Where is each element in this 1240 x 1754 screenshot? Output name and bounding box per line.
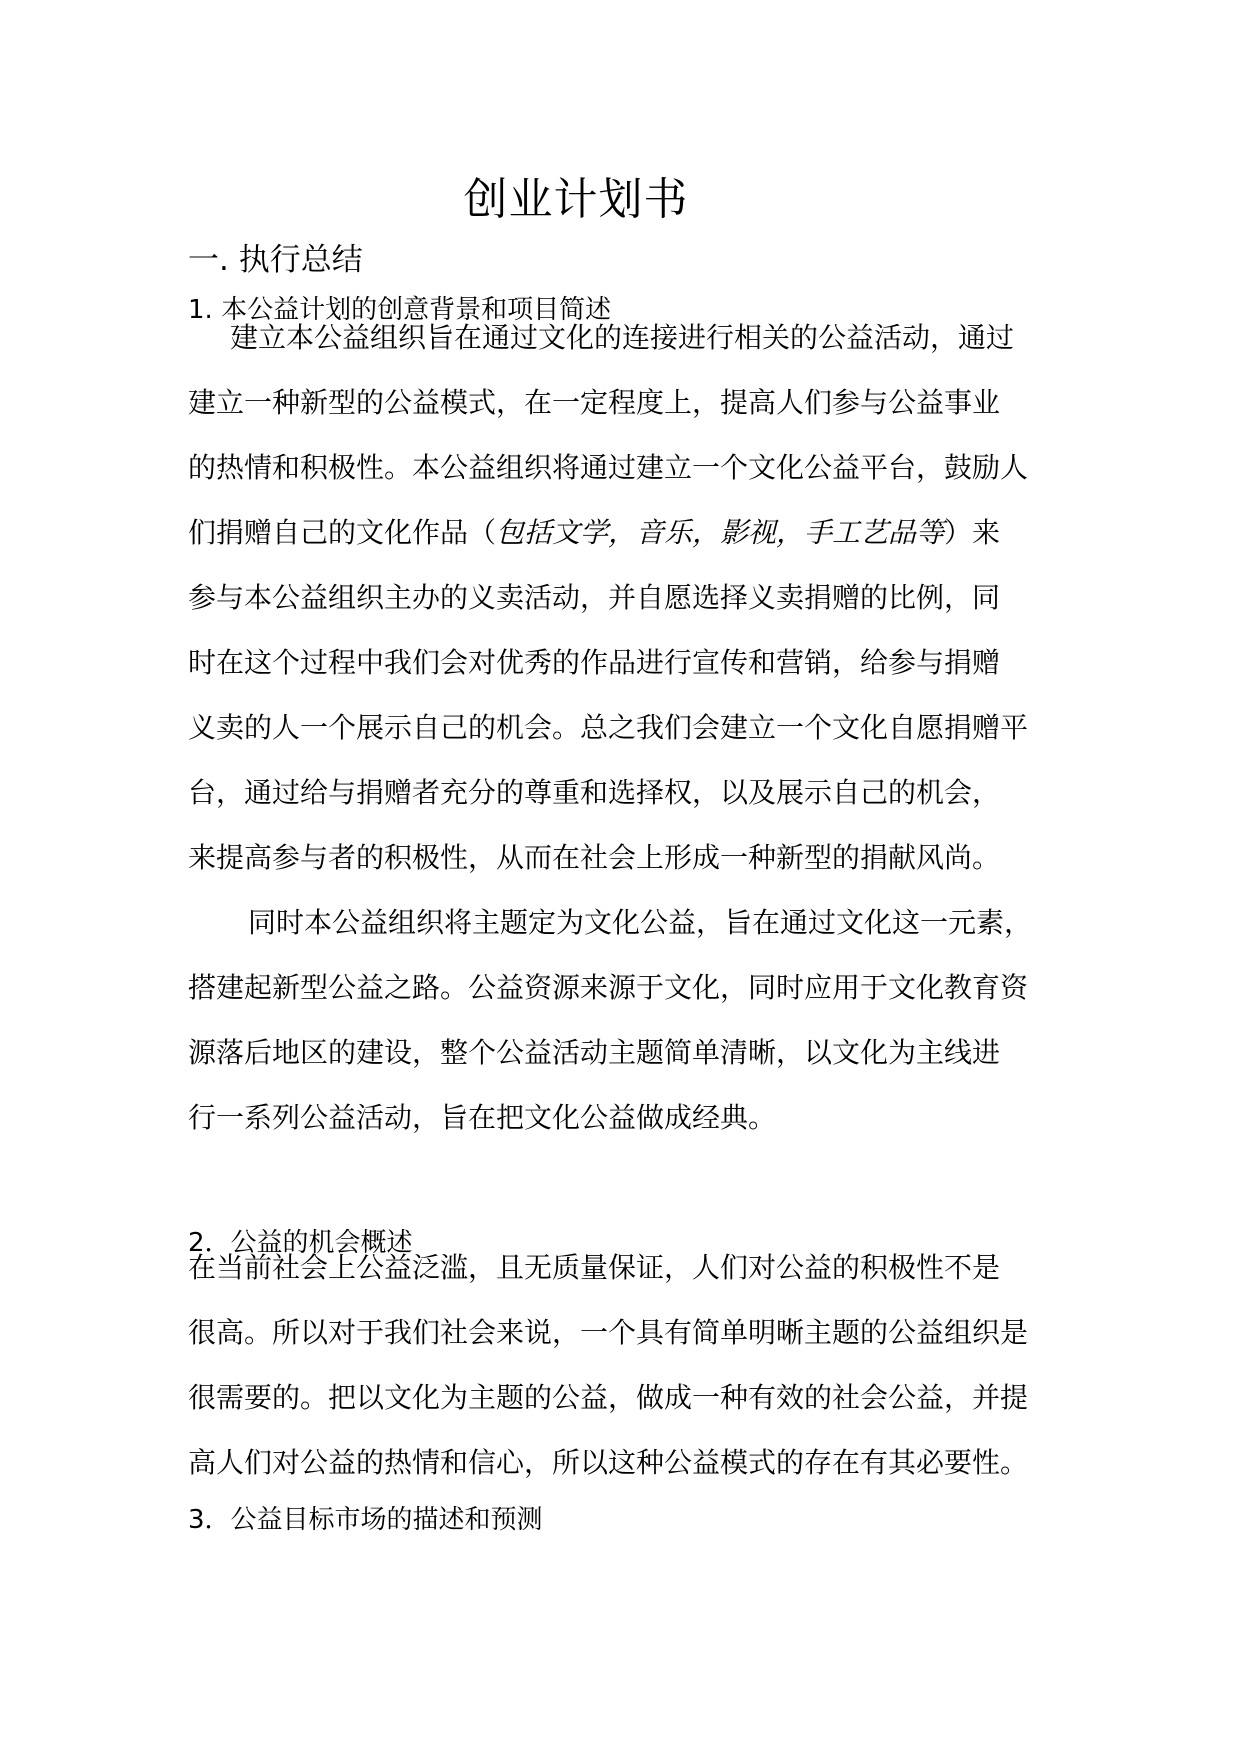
paragraph-line: 很需要的。把以文化为主题的公益，做成一种有效的社会公益，并提 [188,1381,1029,1414]
paragraph-cultural-theme [188,890,1068,1150]
paragraph-line: 建立一种新型的公益模式，在一定程度上，提高人们参与公益事业 [188,386,1001,419]
paragraph-line-text: ）来 [944,516,1001,549]
paragraph-line: 行一系列公益活动，旨在把文化公益做成经典。 [188,1101,777,1134]
paragraph-line: 源落后地区的建设，整个公益活动主题简单清晰，以文化为主线进 [188,1036,1001,1069]
paragraph-line: 搭建起新型公益之路。公益资源来源于文化，同时应用于文化教育资 [188,971,1029,1004]
subsection-heading-opportunity: 2．公益的机会概述 [188,1228,413,1258]
paragraph-line: 建立本公益组织旨在通过文化的连接进行相关的公益活动，通过 [230,321,1015,354]
paragraph-project-overview [188,305,1068,890]
paragraph-line: 高人们对公益的热情和信心，所以这种公益模式的存在有其必要性。 [188,1446,1029,1479]
paragraph-line: 义卖的人一个展示自己的机会。总之我们会建立一个文化自愿捐赠平 [188,711,1029,744]
paragraph-line: 同时本公益组织将主题定为文化公益，旨在通过文化这一元素， [248,906,1033,939]
subsection-heading-target-market: 3．公益目标市场的描述和预测 [188,1505,543,1535]
paragraph-line-text: 们捐赠自己的文化作品（ [188,516,497,549]
paragraph-line: 的热情和积极性。本公益组织将通过建立一个文化公益平台，鼓励人 [188,451,1029,484]
document-title: 创业计划书 [463,174,689,225]
paragraph-line: 参与本公益组织主办的义卖活动，并自愿选择义卖捐赠的比例，同 [188,581,1001,614]
section-heading-executive-summary: 一. 执行总结 [188,242,363,278]
paragraph-opportunity [188,1235,1068,1495]
paragraph-line: 时在这个过程中我们会对优秀的作品进行宣传和营销，给参与捐赠 [188,646,1001,679]
paragraph-line: 台，通过给与捐赠者充分的尊重和选择权，以及展示自己的机会， [188,776,1001,809]
paragraph-line [188,500,1068,565]
subsection-heading-background: 1. 本公益计划的创意背景和项目简述 [188,295,612,325]
paragraph-line: 在当前社会上公益泛滥，且无质量保证，人们对公益的积极性不是 [188,1251,1001,1284]
paragraph-line: 很高。所以对于我们社会来说，一个具有简单明晰主题的公益组织是 [188,1316,1029,1349]
paragraph-line: 来提高参与者的积极性，从而在社会上形成一种新型的捐献风尚。 [188,841,1001,874]
works-examples-italic: 包括文学，音乐，影视，手工艺品等 [496,516,945,549]
